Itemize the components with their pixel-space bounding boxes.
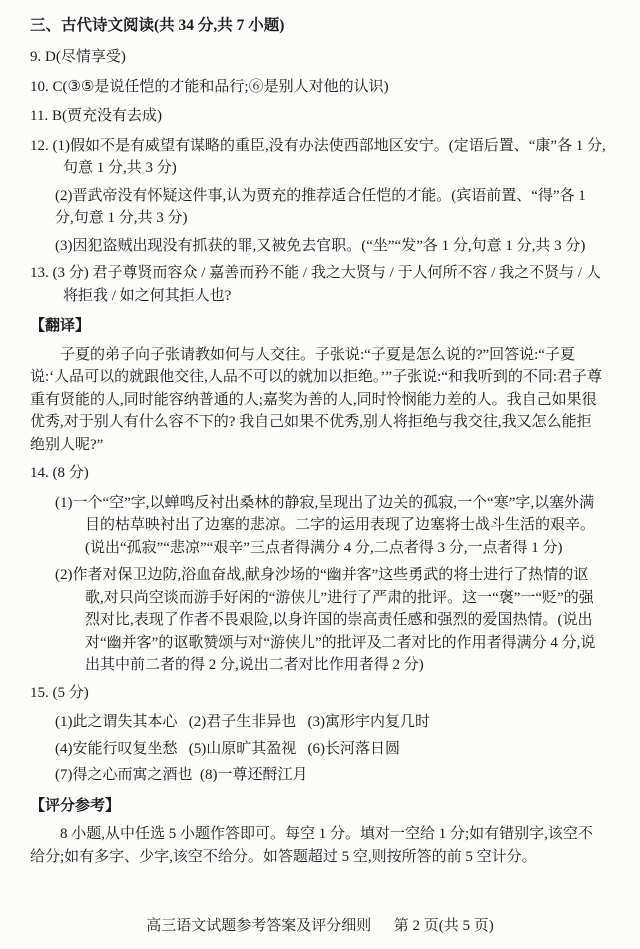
answer-q12-part2: (2)晋武帝没有怀疑这件事,认为贾充的推荐适合任恺的才能。(宾语前置、“得”各 1 分,句意 1 分,共 3 分) xyxy=(55,187,586,227)
answer-q15-line2: (4)安能行叹复坐愁 (5)山原旷其盈视 (6)长河落日圆 xyxy=(55,740,400,757)
scoring-reference-paragraph: 8 小题,从中任选 5 小题作答即可。每空 1 分。填对一空给 1 分;如有错别字,该空不给分;如有多字、少字,该空不给分。如答题超过 5 空,则按所答的前 5 空计分。 xyxy=(30,826,593,865)
scoring-reference-heading: 【评分参考】 xyxy=(30,797,121,814)
translation-paragraph: 子夏的弟子向子张请教如何与人交往。子张说:“子夏是怎么说的?”回答说:“子夏说:‘人品可以的就跟他交往,人品不可以的就加以拒绝。’”子张说:“和我听到的不同:君子尊重有贤能的人,同时能容纳普通的人;嘉奖为善的人,同时怜悯能力差的人。我自己如果很优秀,对于别人有什么容不下的? 我自己如果不优秀,别人将拒绝与我交往,我又怎么能拒绝别人呢?” xyxy=(30,346,603,453)
translation-heading: 【翻译】 xyxy=(30,318,91,335)
page-footer xyxy=(0,915,640,938)
answer-q10: 10. C(③⑤是说任恺的才能和品行;⑥是别人对他的认识) xyxy=(30,78,389,95)
answer-q15-heading: 15. (5 分) xyxy=(30,684,89,701)
answer-q12-part3: (3)因犯盗贼出现没有抓获的罪,又被免去官职。(“坐”“发”各 1 分,句意 1 分,共 3 分) xyxy=(55,237,586,254)
answer-q14-part2: (2)作者对保卫边防,浴血奋战,献身沙场的“幽并客”这些勇武的将士进行了热情的讴歌,对只尚空谈而游手好闲的“游侠儿”进行了严肃的批评。这一“褒”一“贬”的强烈对比,表现了作者不畏艰险,以身许国的崇高责任感和强烈的爱国热情。(说出对“幽并客”的讴歌赞颂与对“游侠儿”的批评及二者对比的作用者得满分 4 分,说出其中前二者的得 2 分,说出二者对比作用者得 2 分) xyxy=(55,567,596,674)
footer-document-title: 高三语文试题参考答案及评分细则 xyxy=(146,917,372,934)
answer-q12-part1: 12. (1)假如不是有威望有谋略的重臣,没有办法使西部地区安宁。(定语后置、“康”各 1 分,句意 1 分,共 3 分) xyxy=(30,137,606,177)
answer-q14-heading: 14. (8 分) xyxy=(30,465,89,482)
answer-q15-line3: (7)得之心而寓之酒也 (8)一尊还酹江月 xyxy=(55,767,308,784)
footer-page-number: 第 2 页(共 5 页) xyxy=(393,917,494,934)
answer-q13: 13. (3 分) 君子尊贤而容众 / 嘉善而矜不能 / 我之大贤与 / 于人何所不容 / 我之不贤与 / 人将拒我 / 如之何其拒人也? xyxy=(30,265,601,304)
section-heading: 三、古代诗文阅读(共 34 分,共 7 小题) xyxy=(30,17,285,34)
answer-q11: 11. B(贾充没有去成) xyxy=(30,108,162,125)
answer-q15-line1: (1)此之谓失其本心 (2)君子生非异也 (3)寓形宇内复几时 xyxy=(55,714,430,731)
answer-q14-part1: (1)一个“空”字,以蝉鸣反衬出桑林的静寂,呈现出了边关的孤寂,一个“寒”字,以塞外满目的枯草映衬出了边塞的悲凉。二字的运用表现了边塞将士战斗生活的艰辛。(说出“孤寂”“悲凉”“艰辛”三点者得满分 4 分,二点者得 3 分,一点者得 1 分) xyxy=(55,494,596,556)
answer-q9: 9. D(尽情享受) xyxy=(30,49,126,66)
